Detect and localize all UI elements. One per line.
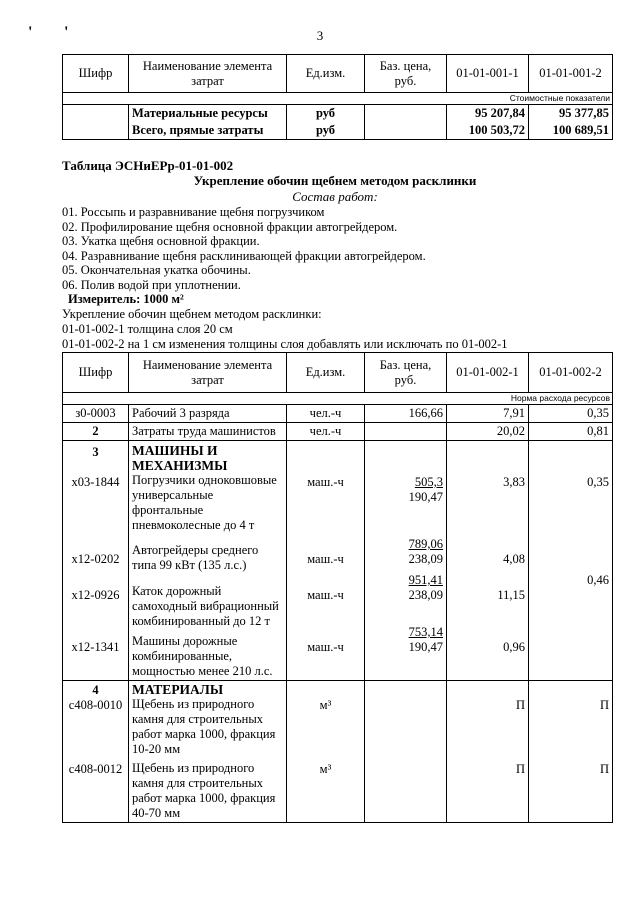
row-code: 2 (63, 423, 129, 441)
row-unit: чел.-ч (287, 405, 365, 423)
header-col1: 01-01-001-1 (447, 55, 529, 93)
row-unit: маш.-ч (307, 552, 344, 566)
row-name: Щебень из природного камня для строительных работ марка 1000, фракция 10-20 мм (132, 697, 276, 756)
row-name: Щебень из природного камня для строительных работ марка 1000, фракция 40-70 мм (132, 761, 276, 820)
section-machines (63, 441, 613, 681)
row-value-1: П (515, 698, 525, 712)
section-title: МАТЕРИАЛЫ (132, 682, 224, 697)
row-unit: м³ (319, 762, 332, 776)
row-value-1: 0,96 (503, 640, 525, 654)
section-label: Норма расхода ресурсов (63, 393, 613, 405)
row-value-2: 95 377,85 (529, 105, 613, 123)
row-value-1: 95 207,84 (447, 105, 529, 123)
table-row (63, 405, 613, 423)
row-name: Погрузчики одноковшовые универсальные фронтальные пневмоколесные до 4 т (132, 473, 277, 532)
note: 01-01-002-2 на 1 см изменения толщины слоя добавлять или исключать по 01-002-1 (62, 337, 508, 351)
note: Укрепление обочин щебнем методом расклинки: (62, 307, 322, 321)
row-value-2: П (599, 762, 609, 776)
section-code: 3 (92, 445, 99, 459)
section-title: МЕХАНИЗМЫ (132, 458, 228, 473)
row-unit: руб (287, 105, 365, 123)
scan-mark: ' (64, 24, 69, 41)
row-code: х12-0202 (71, 552, 120, 566)
row-price: 166,66 (365, 405, 447, 423)
section-materials (63, 681, 613, 823)
row-code: х03-1844 (71, 475, 120, 489)
row-code: с408-0010 (68, 698, 123, 712)
row-value-2: 100 689,51 (529, 122, 613, 140)
note: 01-01-002-1 толщина слоя 20 см (62, 322, 233, 336)
row-name: Всего, прямые затраты (129, 122, 287, 140)
row-value-1: П (515, 762, 525, 776)
table-subtitle: Укрепление обочин щебнем методом расклинки (193, 173, 477, 188)
work-item: 03. Укатка щебня основной фракции. (62, 234, 260, 248)
section-label: Стоимостные показатели (63, 93, 613, 105)
row-value-2: 0,35 (587, 475, 609, 489)
row-price (365, 423, 447, 441)
scan-mark: ' (28, 24, 33, 41)
row-price-2: 190,47 (408, 490, 443, 504)
row-unit: маш.-ч (307, 475, 344, 489)
table-row (63, 423, 613, 441)
row-price: 951,41 (408, 573, 443, 587)
header-code: Шифр (63, 55, 129, 93)
section-title: МАШИНЫ И (132, 443, 218, 458)
table-title: Таблица ЭСНиЕРр-01-01-002 (62, 158, 234, 173)
row-name: Затраты труда машинистов (129, 423, 287, 441)
header-name: Наименование элемента затрат (129, 353, 287, 393)
row-name: Материальные ресурсы (129, 105, 287, 123)
row-code: з0-0003 (63, 405, 129, 423)
composition-title: Состав работ: (292, 189, 378, 204)
header-unit: Ед.изм. (287, 353, 365, 393)
header-unit: Ед.изм. (287, 55, 365, 93)
row-unit: руб (287, 122, 365, 140)
row-name: Рабочий 3 разряда (129, 405, 287, 423)
page-number: 3 (316, 28, 324, 43)
header-code: Шифр (63, 353, 129, 393)
header-col2: 01-01-001-2 (529, 55, 613, 93)
work-item: 05. Окончательная укатка обочины. (62, 263, 251, 277)
section-code: 4 (92, 683, 99, 697)
row-unit: маш.-ч (307, 588, 344, 602)
row-price-2: 190,47 (408, 640, 443, 654)
header-col1: 01-01-002-1 (447, 353, 529, 393)
header-name: Наименование элемента затрат (129, 55, 287, 93)
row-value-2: 0,35 (529, 405, 613, 423)
work-item: 02. Профилирование щебня основной фракции автогрейдером. (62, 219, 398, 234)
row-price-2: 238,09 (408, 552, 443, 566)
row-name: Машины дорожные комбинированные, мощностью менее 210 л.с. (132, 634, 273, 678)
cost-table (62, 54, 613, 140)
row-unit: маш.-ч (307, 640, 344, 654)
row-price: 753,14 (408, 625, 443, 639)
resource-table (62, 352, 613, 823)
row-value-1: 20,02 (447, 423, 529, 441)
row-price-2: 238,09 (408, 588, 443, 602)
header-col2: 01-01-002-2 (529, 353, 613, 393)
row-value-1: 3,83 (503, 475, 525, 489)
work-item: 06. Полив водой при уплотнении. (62, 277, 241, 292)
row-value-1: 4,08 (503, 552, 525, 566)
row-value-1: 100 503,72 (447, 122, 529, 140)
row-value-1: 7,91 (447, 405, 529, 423)
row-price: 789,06 (408, 537, 443, 551)
header-price: Баз. цена, руб. (365, 55, 447, 93)
row-name: Автогрейдеры среднего типа 99 кВт (135 л.с.) (132, 543, 259, 572)
row-value-2: 0,81 (529, 423, 613, 441)
meter: Измеритель: 1000 м² (68, 292, 184, 306)
row-unit: чел.-ч (287, 423, 365, 441)
work-item: 01. Россыпь и разравнивание щебня погрузчиком (62, 205, 325, 219)
row-code: с408-0012 (68, 762, 123, 776)
row-value-1: 11,15 (497, 588, 525, 602)
row-code: х12-0926 (71, 588, 120, 602)
row-price: 505,3 (414, 475, 443, 489)
row-unit: м³ (319, 698, 332, 712)
row-value-2: 0,46 (587, 573, 609, 587)
row-name: Каток дорожный самоходный вибрационный комбинированный до 12 т (132, 584, 279, 628)
header-price: Баз. цена, руб. (365, 353, 447, 393)
work-item: 04. Разравнивание щебня расклинивающей фракции автогрейдером. (62, 248, 426, 263)
row-code: х12-1341 (71, 640, 120, 654)
row-value-2: П (599, 698, 609, 712)
